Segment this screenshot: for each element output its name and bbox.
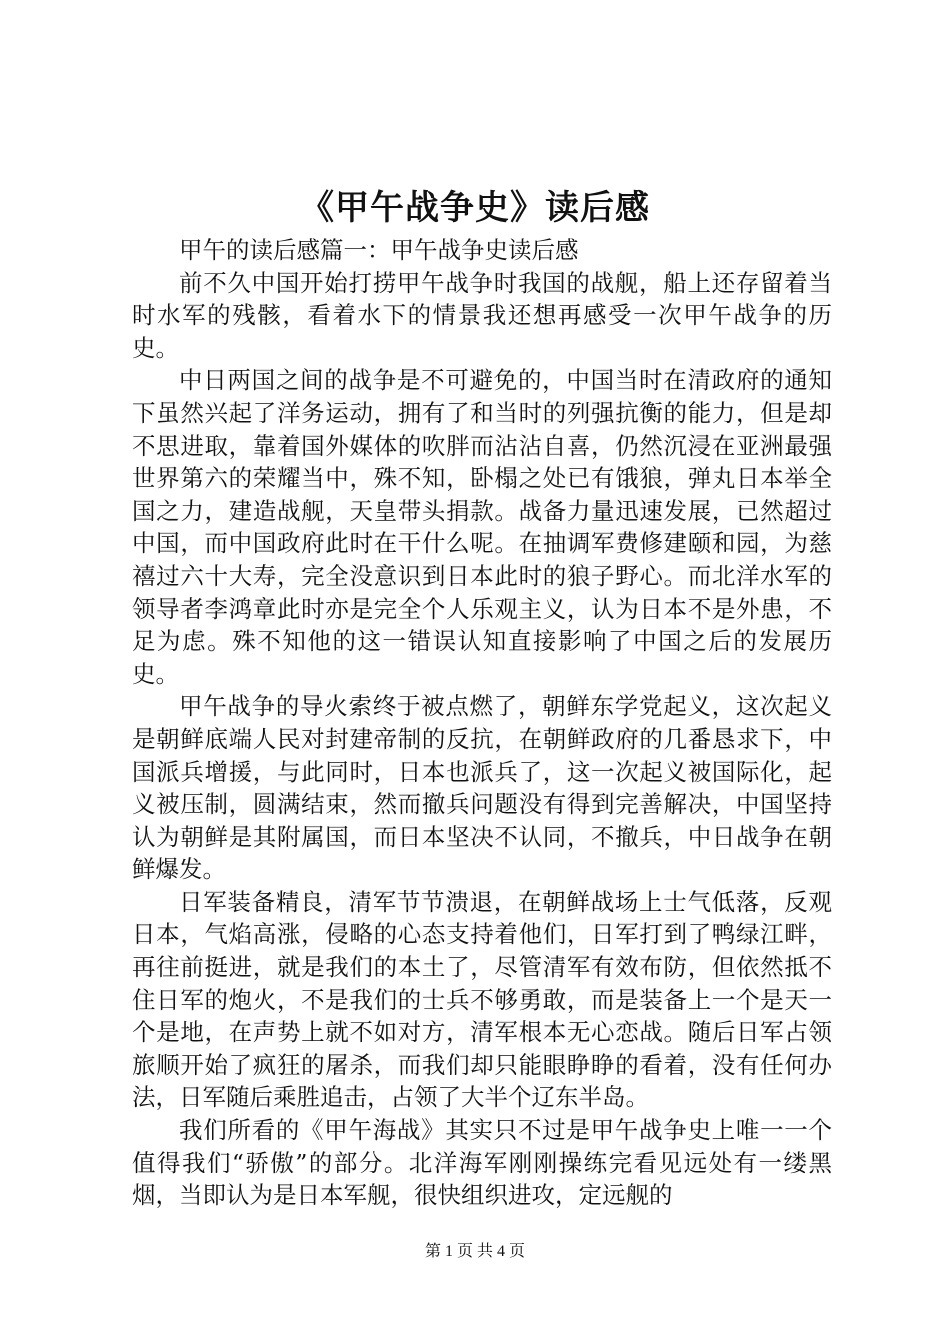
paragraph: 我们所看的《甲午海战》其实只不过是甲午战争史上唯一一个值得我们“骄傲”的部分。北洋海军刚刚操练完看见远处有一缕黑烟，当即认为是日本军舰，很快组织进攻，定远舰的	[132, 1116, 832, 1210]
paragraph: 前不久中国开始打捞甲午战争时我国的战舰，船上还存留着当时水军的残骸，看着水下的情景我还想再感受一次甲午战争的历史。	[132, 268, 832, 362]
document-title: 《甲午战争史》读后感	[300, 188, 650, 228]
document-body	[132, 234, 832, 1212]
paragraph: 甲午战争的导火索终于被点燃了，朝鲜东学党起义，这次起义是朝鲜底端人民对封建帝制的反抗，在朝鲜政府的几番恳求下，中国派兵增援，与此同时，日本也派兵了，这一次起义被国际化，起义被压制，圆满结束，然而撤兵问题没有得到完善解决，中国坚持认为朝鲜是其附属国，而日本坚决不认同，不撤兵，中日战争在朝鲜爆发。	[132, 692, 832, 884]
page-footer: 第 1 页 共 4 页	[424, 1243, 525, 1260]
paragraph: 中日两国之间的战争是不可避免的，中国当时在清政府的通知下虽然兴起了洋务运动，拥有了和当时的列强抗衡的能力，但是却不思进取，靠着国外媒体的吹胖而沾沾自喜，仍然沉浸在亚洲最强世界第六的荣耀当中，殊不知，卧榻之处已有饿狼，弹丸日本举全国之力，建造战舰，天皇带头捐款。战备力量迅速发展，已然超过中国，而中国政府此时在干什么呢。在抽调军费修建颐和园，为慈禧过六十大寿，完全没意识到日本此时的狼子野心。而北洋水军的领导者李鸿章此时亦是完全个人乐观主义，认为日本不是外患，不足为虑。殊不知他的这一错误认知直接影响了中国之后的发展历史。	[132, 366, 832, 688]
paragraph-subtitle: 甲午的读后感篇一：甲午战争史读后感	[179, 236, 579, 264]
paragraph: 日军装备精良，清军节节溃退，在朝鲜战场上士气低落，反观日本，气焰高涨，侵略的心态支持着他们，日军打到了鸭绿江畔，再往前挺进，就是我们的本土了，尽管清军有效布防，但依然抵不住日军的炮火，不是我们的士兵不够勇敢，而是装备上一个是天一个是地，在声势上就不如对方，清军根本无心恋战。随后日军占领旅顺开始了疯狂的屠杀，而我们却只能眼睁睁的看着，没有任何办法，日军随后乘胜追击，占领了大半个辽东半岛。	[132, 887, 832, 1112]
